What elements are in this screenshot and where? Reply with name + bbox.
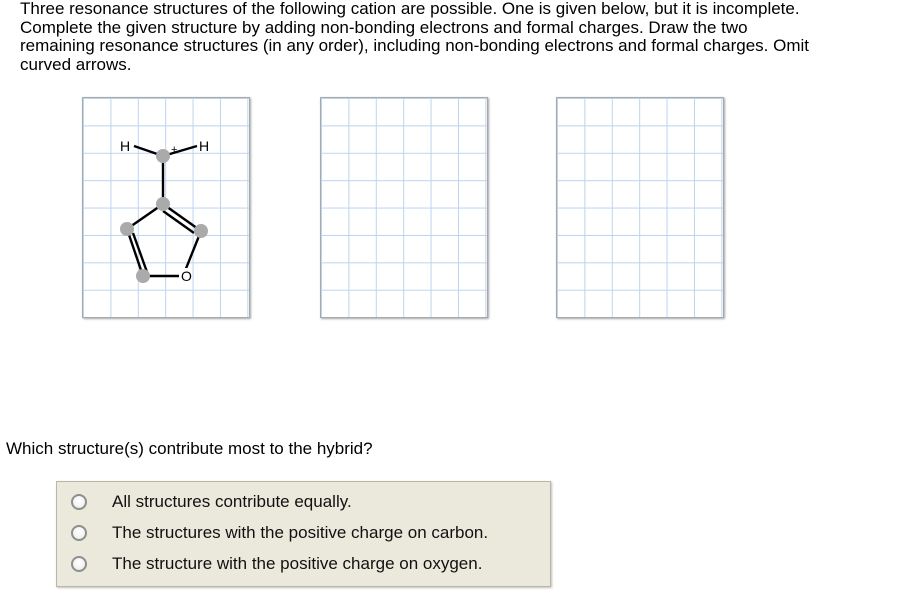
answer-choices (56, 481, 551, 587)
instructions-line-3: remaining resonance structures (in any order), including non-bonding electrons and formal charges. Omit (20, 36, 810, 55)
instructions (20, 0, 910, 74)
instructions-line-2: Complete the given structure by adding non-bonding electrons and formal charges. Draw the two (20, 17, 748, 37)
choice-charge-on-carbon[interactable] (57, 519, 547, 547)
atom-dot-carbon-c3[interactable] (120, 222, 134, 236)
atom-dot-carbon-c4[interactable] (194, 224, 208, 238)
formal-charge-plus: + (171, 144, 178, 156)
atom-h-left: H (120, 138, 131, 154)
drawing-canvas-structure-2[interactable] (320, 97, 488, 318)
drawing-canvas-structure-3[interactable] (556, 97, 724, 318)
choice-label: The structure with the positive charge on oxygen. (112, 554, 483, 573)
instructions-line-4: curved arrows. (20, 54, 132, 74)
molecule-drawing (83, 98, 249, 317)
choice-all-equal[interactable] (57, 488, 547, 516)
atom-oxygen: O (181, 268, 192, 284)
choice-label: All structures contribute equally. (112, 492, 352, 511)
question-text: Which structure(s) contribute most to the hybrid? (6, 439, 373, 458)
atom-dot-carbon-c5[interactable] (136, 269, 150, 283)
radio-button[interactable] (71, 494, 87, 510)
atom-dot-carbon-c2[interactable] (156, 197, 170, 211)
radio-button[interactable] (71, 525, 87, 541)
atom-dot-carbon-exo[interactable] (156, 149, 170, 163)
drawing-canvas-given-structure[interactable] (82, 97, 250, 318)
choice-label: The structures with the positive charge on carbon. (112, 523, 489, 542)
choice-charge-on-oxygen[interactable] (57, 550, 547, 578)
atom-h-right: H (199, 138, 210, 154)
radio-button[interactable] (71, 556, 87, 572)
instructions-line-1: Three resonance structures of the following cation are possible. One is given below, but it is incomplete. (20, 0, 800, 18)
